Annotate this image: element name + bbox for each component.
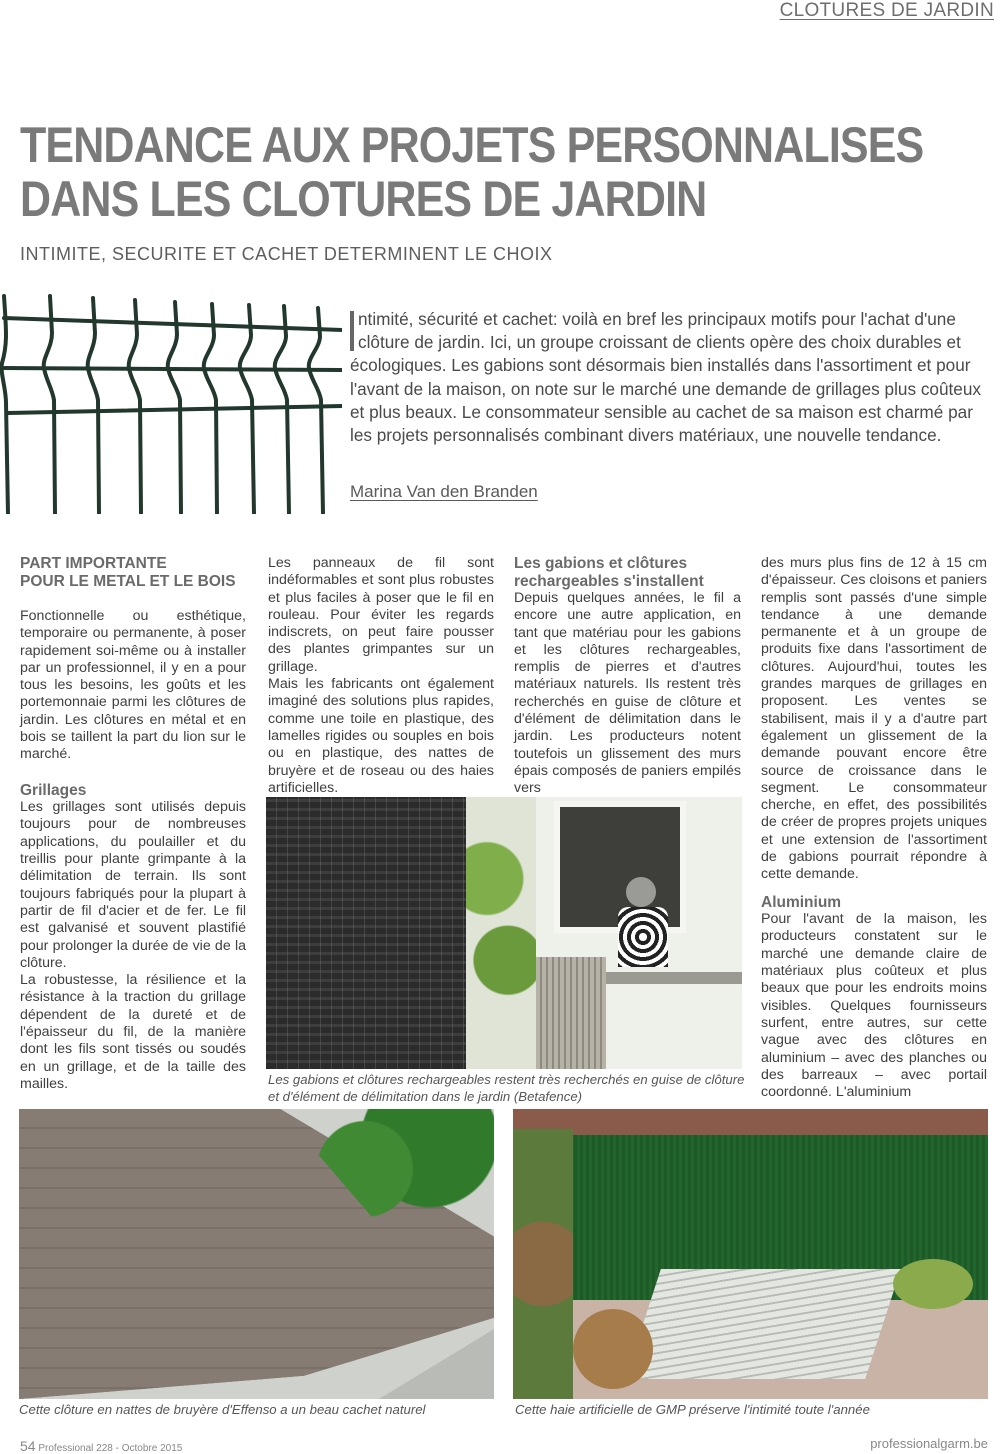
col1-heading-line-2: POUR LE METAL ET LE BOIS [20,572,236,590]
section-label: CLOTURES DE JARDIN [779,0,994,21]
column-1 [20,555,246,1093]
person-dress [618,907,668,967]
col3-heading [514,555,741,590]
gabion-caption: Les gabions et clôtures rechargeables restent très recherchés en guise de clôture et d'élément de délimitation dans le jardin (Betafence) [268,1072,745,1104]
person-head [626,877,656,907]
col3-heading-line-1: Les gabions et clôtures [514,555,688,572]
garden-chair [536,957,606,1069]
col4-subheading-aluminium: Aluminium [761,893,842,911]
hedge-caption: Cette haie artificielle de GMP préserve l'intimité toute l'année [515,1402,870,1417]
col4-paragraph-1: des murs plus fins de 12 à 15 cm d'épaisseur. Ces cloisons et paniers remplis sont passés d'une simple tendance à une demande permanente et à un groupe de produits fixe dans l'assortiment de clôtures. Aujourd'hui, toutes les grandes marques de grillages en proposent. Les ventes se stabilisent, mais il y a d'autre part également un glissement de la demande pouvant encore être source de croissance dans le segment. Le consommateur cherche, en effet, des possibilités de créer de propres projets uniques et une extension de l'assortiment de gabions pourrait répondre à cette demande. [761,555,987,883]
website-link[interactable]: professionalgarm.be [870,1436,988,1451]
col1-paragraph-2: Les grillages sont utilisés depuis toujours pour de nombreuses applications, du poulailler et du treillis pour plante grimpante à la délimitation de terrain. Ils sont toujours fabriqués pour la plupart à partir de fil d'acier et de fer. Le fil est galvanisé et souvent plastifié pour prolonger la durée de vie de la clôture. [20,799,246,971]
roofs [513,1109,988,1135]
heather-fence-photo [19,1109,494,1399]
col1-heading [20,555,246,590]
hosta-plant [893,1259,973,1309]
sun-loungers [625,1269,901,1379]
article-intro [350,308,990,447]
article-title [20,117,924,227]
author-link[interactable]: Marina Van den Branden [350,482,538,501]
article-subtitle: INTIMITE, SECURITE ET CACHET DETERMINENT LE CHOIX [20,244,553,264]
col1-subheading-grillages: Grillages [20,781,87,799]
page-number: 54 [20,1438,36,1454]
col4-paragraph-2: Pour l'avant de la maison, les producteurs constatent sur le marché une demande claire de matériaux plus coûteux et plus beaux que pour les endroits moins visibles. Quelques fournisseurs surfent, entre autres, sur cette vague avec des clôtures en aluminium – avec des planches ou des barreaux – avec portail coordonné. L'aluminium [761,911,987,1101]
dropcap-bar [350,311,354,351]
col3-heading-line-2: rechargeables s'installent [514,572,704,590]
column-3 [514,555,741,798]
col3-paragraph-1: Depuis quelques années, le fil a encore une autre application, en tant que matériau pour les gabions et les clôtures rechargeables, remplis de pierres et d'autres matériaux naturels. Ils restent très recherchés en guise de clôture et d'élément de délimitation dans le jardin. Les producteurs notent toutefois un glissement des murs épais composés de paniers empilés vers [514,590,741,797]
col1-heading-line-1: PART IMPORTANTE [20,555,167,572]
ivy-hedge [513,1129,573,1399]
column-2 [268,555,494,797]
page-footer-left [20,1438,182,1454]
column-4 [761,555,987,1101]
wire-fence-photo [0,288,342,514]
intro-text: ntimité, sécurité et cachet: voilà en bref les principaux motifs pour l'achat d'une clôture de jardin. Ici, un groupe croissant de clients opère des choix durables et écologiques. Les gabions sont désormais bien installés dans l'assortiment et pour l'avant de la maison, on note sur le marché une demande de grillages plus coûteux et plus beaux. Le consommateur sensible au cachet de sa maison est charmé par les projets personnalisés combinant divers matériaux, une nouvelle tendance. [350,309,982,446]
gabion-mesh [266,797,466,1069]
title-line-1: TENDANCE AUX PROJETS PERSONNALISES [20,117,924,173]
gabion-photo [266,797,742,1069]
artificial-hedge-photo [513,1109,988,1399]
heather-caption: Cette clôture en nattes de bruyère d'Effenso a un beau cachet naturel [19,1402,426,1417]
climbing-plant [466,797,536,1069]
col1-paragraph-1: Fonctionnelle ou esthétique, temporaire ou permanente, à poser rapidement soi-même ou à installer par un professionnel, il y en a pour tous les besoins, les goûts et les portemonnaie parmi les clôtures de jardin. Les clôtures en métal et en bois se taillent la part du lion sur le marché. [20,608,246,763]
col2-paragraph-2: Mais les fabricants ont également imaginé des solutions plus rapides, comme une toile en plastique, des lamelles rigides ou souples en bois ou en plastique, des nattes de bruyère et de roseau ou des haies artificielles. [268,676,494,796]
issue-info: Professional 228 - Octobre 2015 [38,1443,183,1454]
title-line-2: DANS LES CLOTURES DE JARDIN [20,171,707,227]
col2-paragraph-1: Les panneaux de fil sont indéformables et sont plus robustes et plus faciles à poser que le fil en rouleau. Pour éviter les regards indiscrets, on peut faire pousser des plantes grimpantes sur un grillage. [268,555,494,675]
potted-shrub [573,1309,653,1389]
col1-paragraph-3: La robustesse, la résilience et la résistance à la traction du grillage dépendent de la dureté et de l'épaisseur du fil, de la manière dont les fils sont tissés ou soudés en un grillage, et de la taille des mailles. [20,972,246,1092]
